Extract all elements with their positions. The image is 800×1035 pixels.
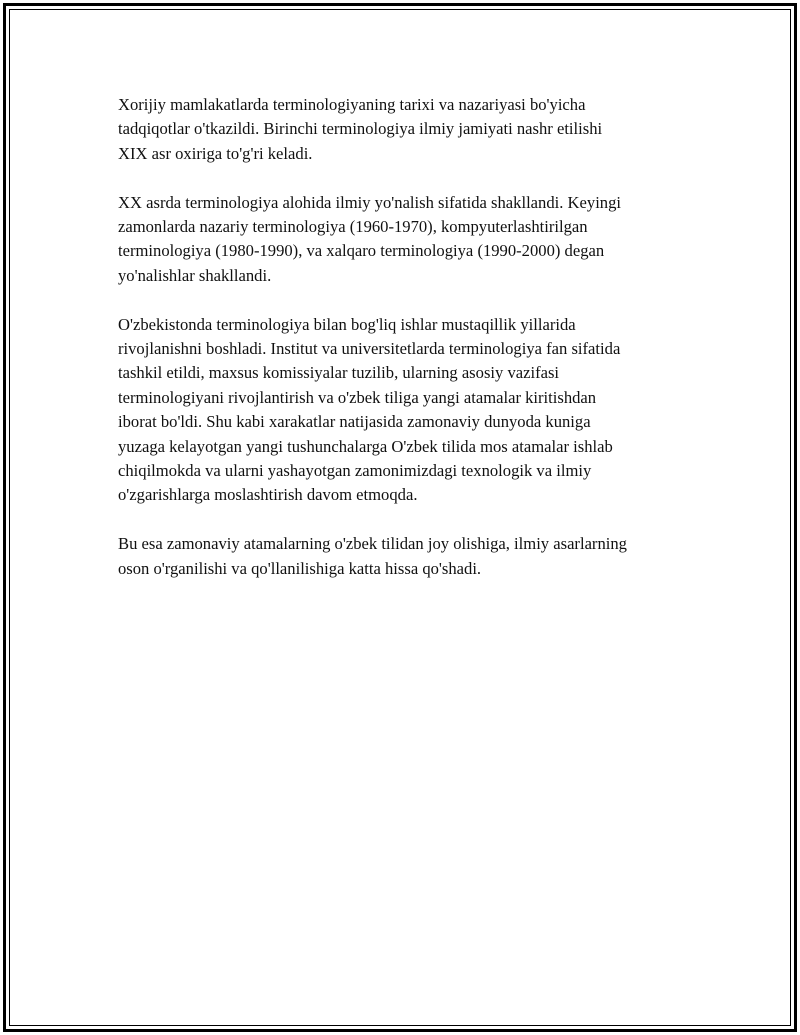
paragraph-line: zamonlarda nazariy terminologiya (1960-1970), kompyuterlashtirilgan xyxy=(118,217,588,237)
paragraph-4 xyxy=(118,532,698,581)
paragraph-1 xyxy=(118,93,698,166)
paragraph-line: O'zbekistonda terminologiya bilan bog'liq ishlar mustaqillik yillarida xyxy=(118,314,576,334)
paragraph-line: XIX asr oxiriga to'g'ri keladi. xyxy=(118,143,313,163)
paragraph-line: tashkil etildi, maxsus komissiyalar tuzilib, ularning asosiy vazifasi xyxy=(118,363,560,383)
paragraph-line: rivojlanishni boshladi. Institut va universitetlarda terminologiya fan sifatida xyxy=(118,339,621,359)
paragraph-line: yo'nalishlar shakllandi. xyxy=(118,265,272,285)
paragraph-line: terminologiya (1980-1990), va xalqaro terminologiya (1990-2000) degan xyxy=(118,241,605,261)
paragraph-2 xyxy=(118,191,698,289)
paragraph-line: oson o'rganilishi va qo'llanilishiga katta hissa qo'shadi. xyxy=(118,558,482,578)
paragraph-line: tadqiqotlar o'tkazildi. Birinchi terminologiya ilmiy jamiyati nashr etilishi xyxy=(118,119,603,139)
paragraph-line: o'zgarishlarga moslashtirish davom etmoqda. xyxy=(118,485,418,505)
document-body xyxy=(118,93,698,605)
paragraph-line: chiqilmokda va ularni yashayotgan zamonimizdagi texnologik va ilmiy xyxy=(118,461,592,481)
paragraph-3 xyxy=(118,313,698,508)
paragraph-line: Bu esa zamonaviy atamalarning o'zbek tilidan joy olishiga, ilmiy asarlarning xyxy=(118,534,627,554)
paragraph-line: terminologiyani rivojlantirish va o'zbek tiliga yangi atamalar kiritishdan xyxy=(118,387,597,407)
paragraph-line: Xorijiy mamlakatlarda terminologiyaning tarixi va nazariyasi bo'yicha xyxy=(118,95,586,114)
paragraph-line: yuzaga kelayotgan yangi tushunchalarga O'zbek tilida mos atamalar ishlab xyxy=(118,436,613,456)
paragraph-line: iborat bo'ldi. Shu kabi xarakatlar natijasida zamonaviy dunyoda kuniga xyxy=(118,412,591,432)
paragraph-line: XX asrda terminologiya alohida ilmiy yo'nalish sifatida shakllandi. Keyingi xyxy=(118,192,622,212)
